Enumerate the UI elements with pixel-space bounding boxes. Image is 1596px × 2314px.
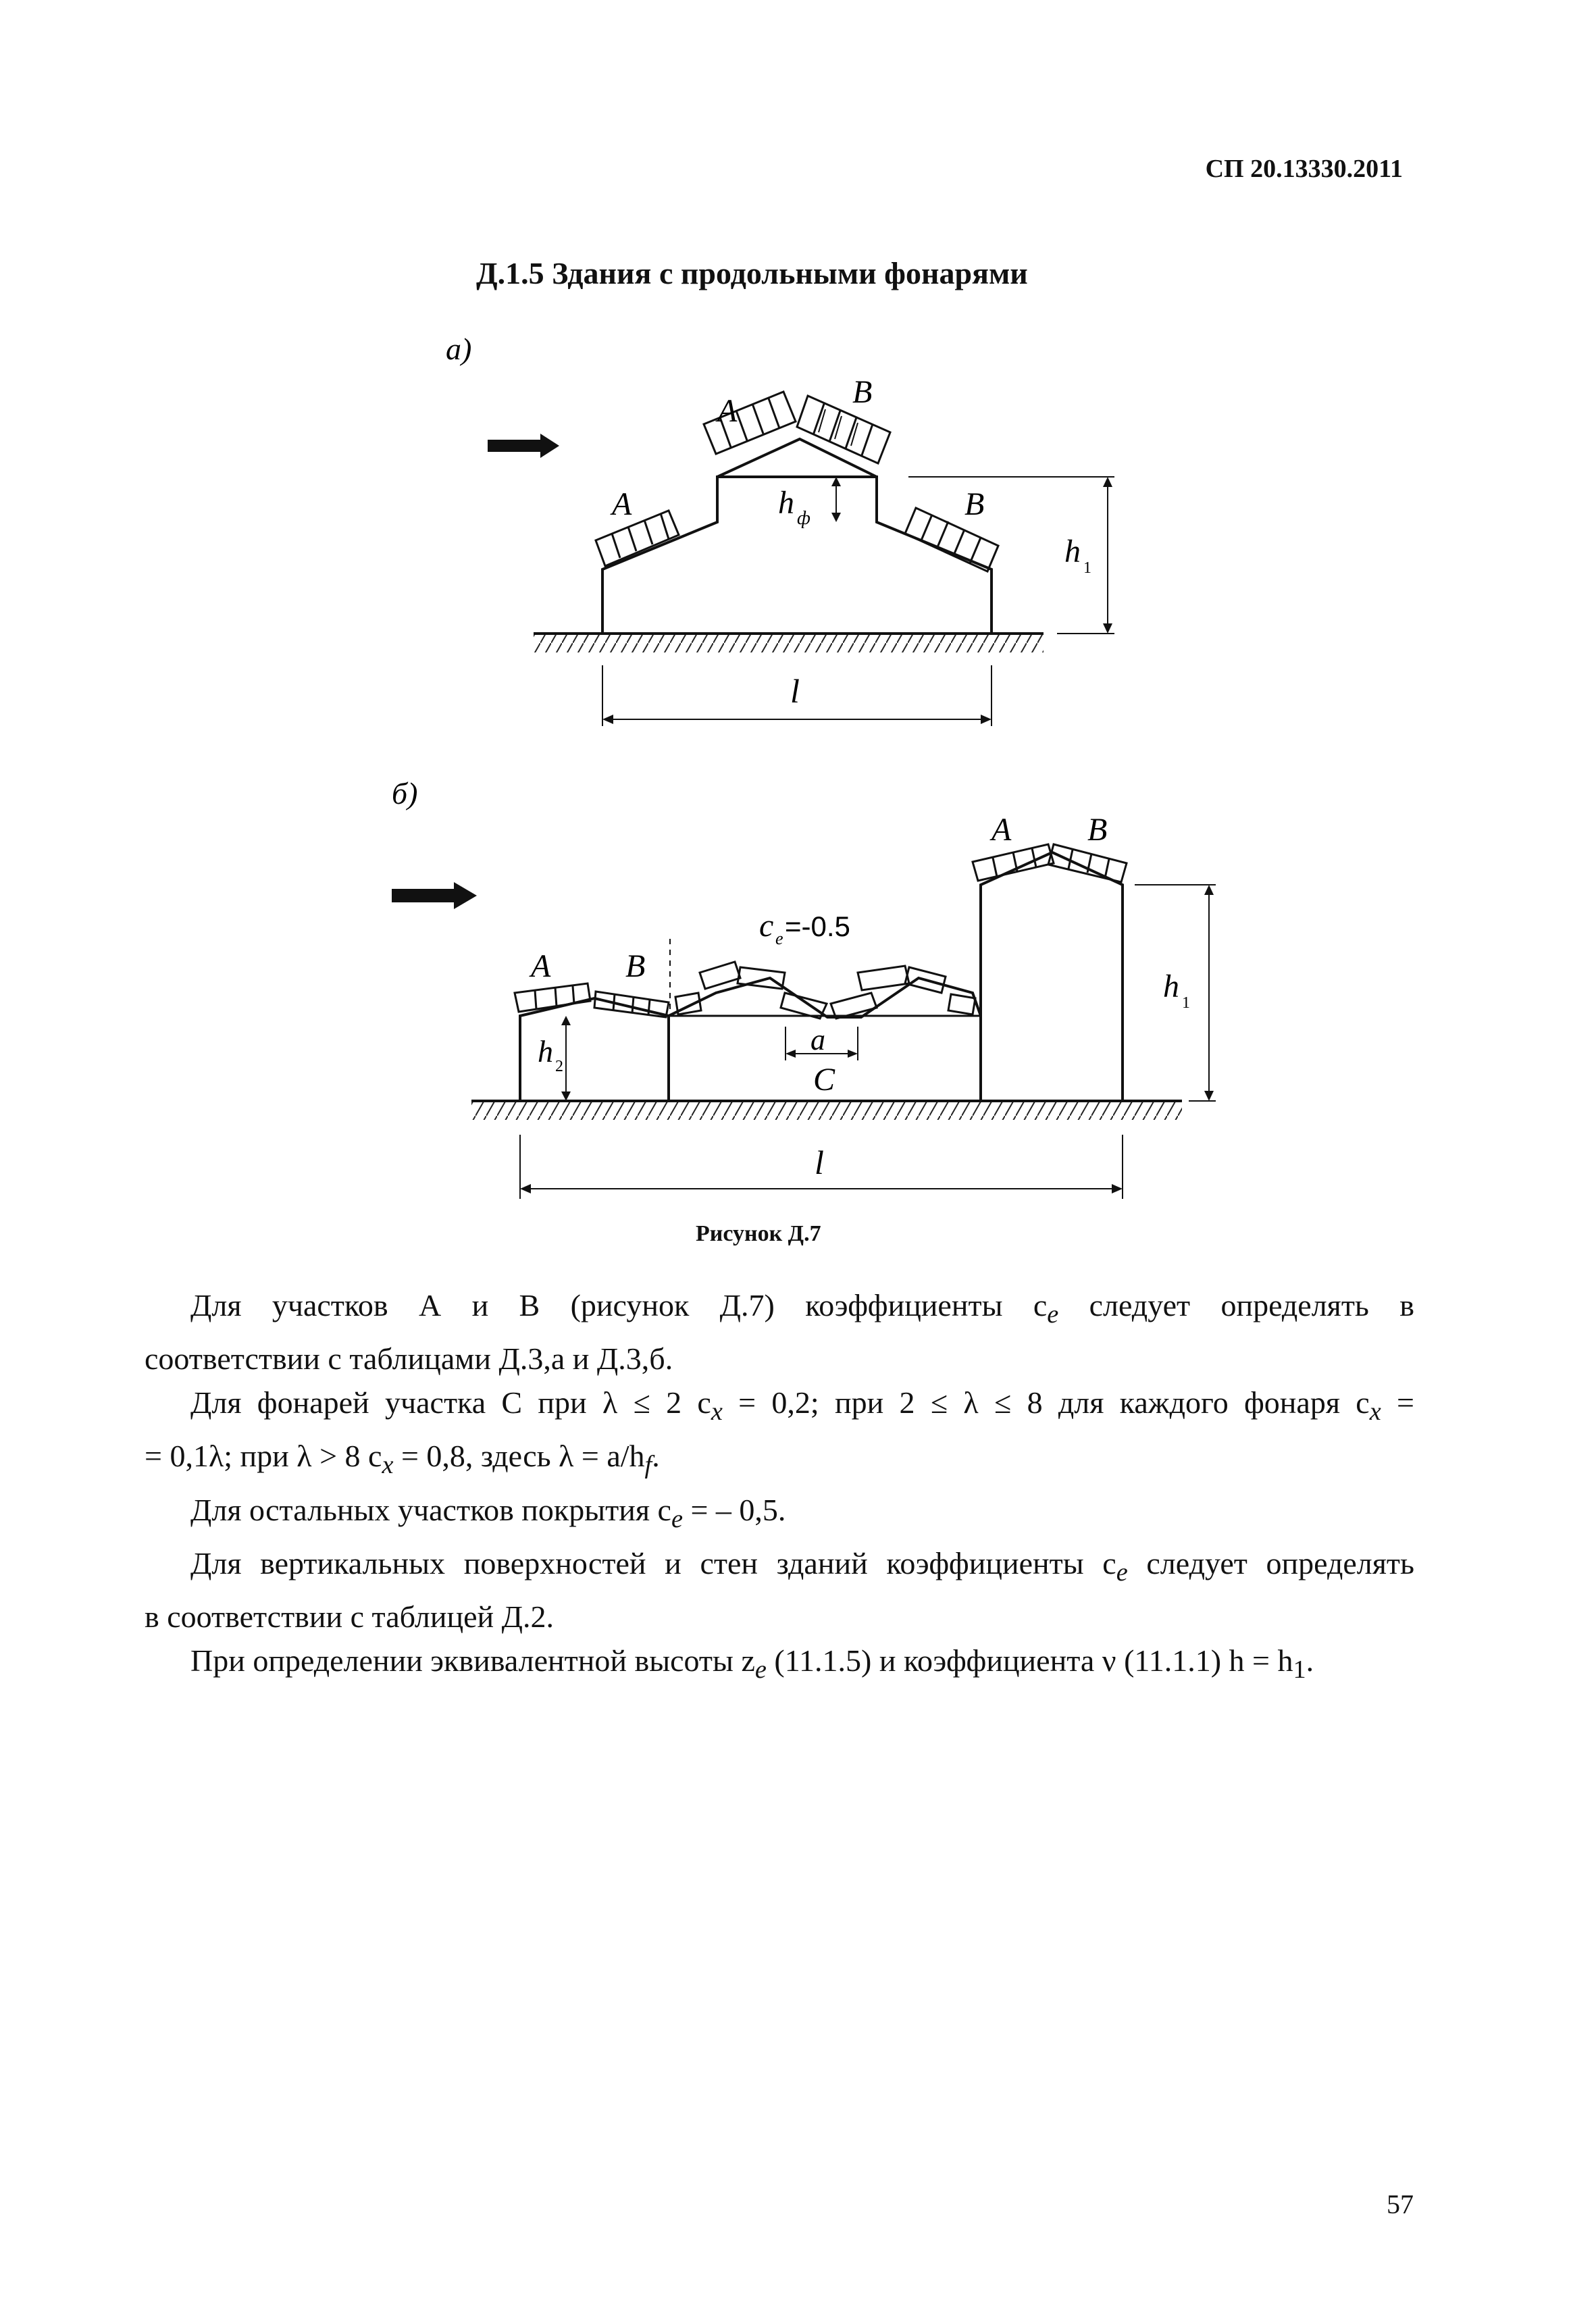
ground-hatch-a (534, 635, 1044, 652)
zone-b-label: B (964, 486, 985, 522)
p2-sub2: x (1369, 1397, 1381, 1426)
p1-text: Для участков А и В (рисунок Д.7) коэффициенты c (190, 1288, 1048, 1322)
l-label: l (815, 1143, 824, 1181)
p5-end: . (1306, 1643, 1314, 1678)
load-block-a-left (596, 511, 679, 566)
wind-arrow-b-icon (392, 882, 477, 909)
paragraph-1-line-2: соответствии с таблицами Д.3,а и Д.3,б. (145, 1341, 673, 1377)
p2-sub1: x (711, 1397, 723, 1426)
ground-hatch-b (471, 1102, 1182, 1120)
p5-sub2: 1 (1293, 1655, 1306, 1685)
a-label: a (810, 1023, 825, 1056)
paragraph-3 (145, 1488, 1414, 1541)
p4-sub: e (1116, 1558, 1128, 1587)
h1-label: h (1163, 969, 1179, 1004)
p4-tail: следует определять (1127, 1545, 1414, 1580)
panel-b-label: б) (392, 776, 418, 811)
body-text (145, 1283, 1414, 1692)
h1-subscript: 1 (1083, 559, 1091, 577)
p5-text: При определении эквивалентной высоты z (190, 1643, 755, 1678)
panel-a-label: а) (446, 332, 472, 366)
p1-tail: следует определять в (1058, 1288, 1414, 1322)
h2-subscript: 2 (555, 1058, 563, 1075)
zone-a-label: A (612, 486, 632, 522)
p4-text: Для вертикальных поверхностей и стен зданий коэффициенты c (190, 1545, 1116, 1580)
building-a-outline (602, 477, 992, 634)
h1-subscript: 1 (1182, 994, 1190, 1012)
p5-mid: (11.1.5) и коэффициента ν (11.1.1) h = h (766, 1643, 1293, 1678)
p5-sub: e (754, 1655, 767, 1685)
page-number: 57 (1387, 2189, 1414, 2219)
p3-text: Для остальных участков покрытия c (190, 1492, 671, 1527)
p2-mid: = 0,2; при 2 ≤ λ ≤ 8 для каждого фонаря c (722, 1385, 1370, 1420)
running-header: СП 20.13330.2011 (1205, 155, 1403, 183)
h-phi-label: h (778, 485, 794, 521)
p2-sub4: f (644, 1451, 652, 1480)
paragraph-4-line-2: в соответствии с таблицей Д.2. (145, 1599, 554, 1634)
h1-label: h (1064, 534, 1081, 569)
zone-c-label: C (813, 1062, 835, 1098)
ce-value: =-0.5 (785, 910, 850, 942)
zone-b-label: B (1087, 812, 1108, 848)
figure-caption: Рисунок Д.7 (696, 1221, 821, 1246)
zone-a-label: A (531, 948, 551, 984)
p2-line2: = 0,1λ; при λ > 8 c (145, 1439, 382, 1474)
h2-label: h (538, 1034, 553, 1069)
p3-tail: = – 0,5. (682, 1492, 786, 1527)
ce-subscript: e (775, 929, 783, 948)
tall-block-right (981, 852, 1123, 1101)
section-title: Д.1.5 Здания с продольными фонарями (476, 256, 1028, 290)
paragraph-4 (145, 1541, 1414, 1595)
p2-tail: = (1381, 1385, 1414, 1420)
paragraph-2 (145, 1381, 1414, 1434)
zone-b-label: B (625, 948, 646, 984)
p3-sub: e (671, 1504, 683, 1533)
p1-sub: e (1047, 1300, 1059, 1329)
paragraph-5 (145, 1639, 1414, 1692)
paragraph-1 (145, 1283, 1414, 1337)
p2-line2-tail: = 0,8, здесь λ = a/h (393, 1439, 645, 1474)
zone-b-label: B (852, 374, 873, 410)
sawtooth-roof (669, 978, 981, 1017)
l-label: l (790, 672, 800, 710)
zone-a-label: A (992, 812, 1012, 848)
load-block-b-lantern (797, 396, 890, 463)
wind-arrow-icon (488, 434, 559, 458)
p2-sub3: x (382, 1451, 394, 1480)
zone-a-label: A (717, 393, 738, 429)
p2-end: . (652, 1439, 660, 1474)
paragraph-2-line-2 (145, 1434, 1414, 1487)
p2-text: Для фонарей участка C при λ ≤ 2 c (190, 1385, 711, 1420)
h-phi-subscript: ф (797, 508, 810, 529)
ce-label: c (759, 908, 774, 944)
